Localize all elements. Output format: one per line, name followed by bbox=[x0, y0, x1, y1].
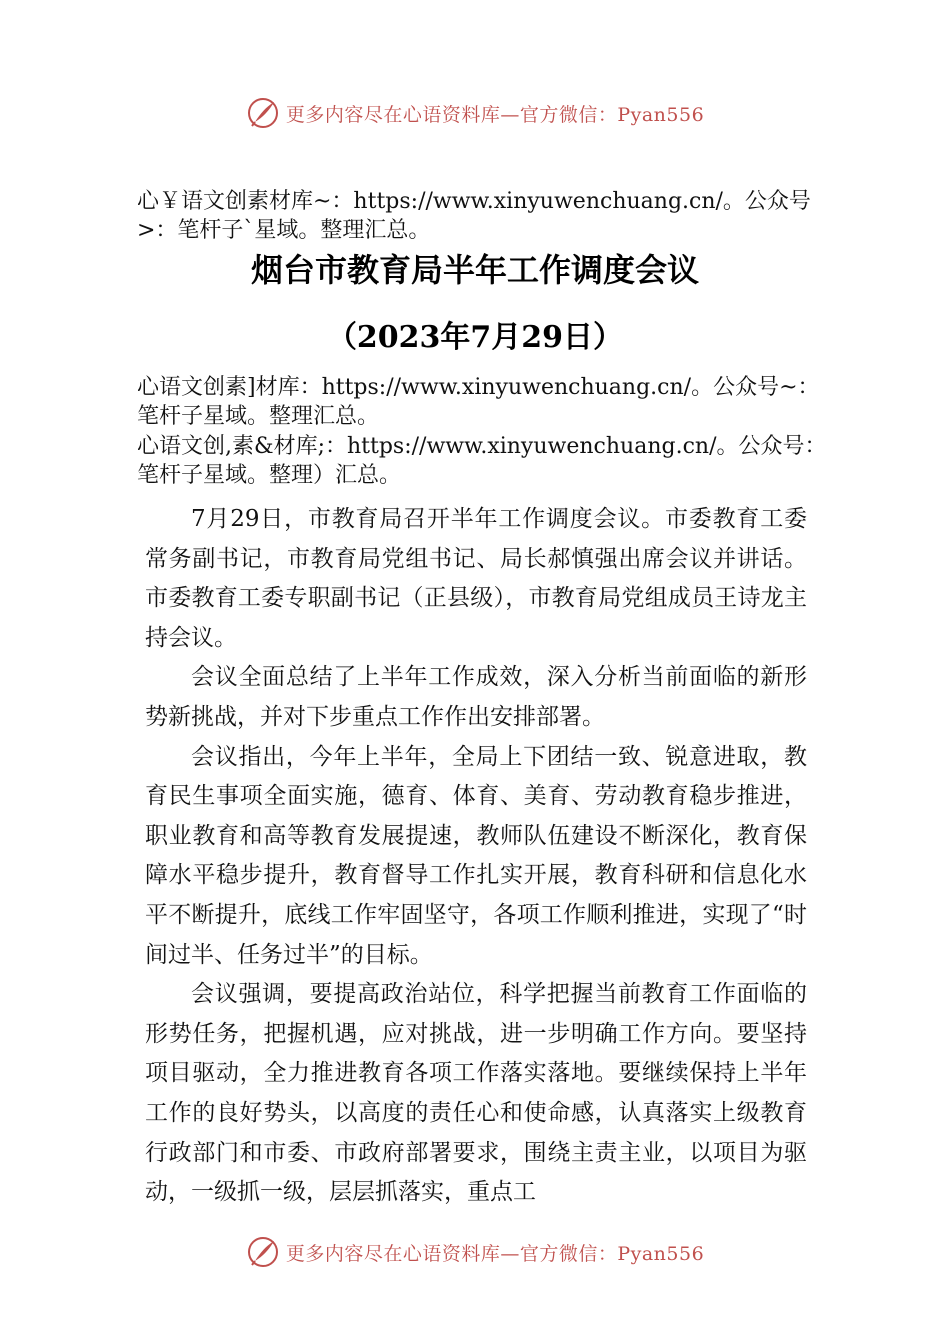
banner-text: 更多内容尽在心语资料库—官方微信：Pyan556 bbox=[285, 103, 705, 126]
footer-banner bbox=[0, 1232, 950, 1272]
document-body bbox=[145, 500, 807, 1213]
body-paragraph: 会议强调，要提高政治站位，科学把握当前教育工作面临的形势任务，把握机遇，应对挑战，进一步明确工作方向。要坚持项目驱动，全力推进教育各项工作落实落地。要继续保持上半年工作的良好势头，以高度的责任心和使命感，认真落实上级教育行政部门和市委、市政府部署要求，围绕主责主业，以项目为驱动，一级抓一级，层层抓落实，重点工 bbox=[145, 981, 807, 1206]
body-paragraph: 会议全面总结了上半年工作成效，深入分析当前面临的新形势新挑战，并对下步重点工作作出安排部署。 bbox=[145, 664, 807, 730]
banner-text: 更多内容尽在心语资料库—官方微信：Pyan556 bbox=[285, 1242, 705, 1265]
header-banner bbox=[0, 93, 950, 133]
document-title: 烟台市教育局半年工作调度会议 bbox=[250, 251, 699, 289]
body-paragraph: 7月29日，市教育局召开半年工作调度会议。市委教育工委常务副书记，市教育局党组书记、局长郝慎强出席会议并讲话。市委教育工委专职副书记（正县级），市教育局党组成员王诗龙主持会议。 bbox=[145, 506, 807, 651]
watermark-line: 心￥语文创素材库~：https://www.xinyuwenchuang.cn/。公众号>：笔杆子`星域。整理汇总。 bbox=[137, 189, 811, 243]
watermark-line: 心语文创,素&材库;：https://www.xinyuwenchuang.cn/。公众号：笔杆子星域。整理）汇总。 bbox=[137, 434, 827, 488]
watermark-line: 心语文创素]材库：https://www.xinyuwenchuang.cn/。公众号~：笔杆子星域。整理汇总。 bbox=[137, 375, 820, 429]
quill-pen-logo-icon bbox=[246, 96, 280, 130]
document-date: （2023年7月29日） bbox=[326, 320, 624, 355]
quill-pen-logo-icon bbox=[246, 1235, 280, 1269]
body-paragraph: 会议指出，今年上半年，全局上下团结一致、锐意进取，教育民生事项全面实施，德育、体育、美育、劳动教育稳步推进，职业教育和高等教育发展提速，教师队伍建设不断深化，教育保障水平稳步提升，教育督导工作扎实开展，教育科研和信息化水平不断提升，底线工作牢固坚守，各项工作顺利推进，实现了“时间过半、任务过半”的目标。 bbox=[145, 743, 807, 968]
